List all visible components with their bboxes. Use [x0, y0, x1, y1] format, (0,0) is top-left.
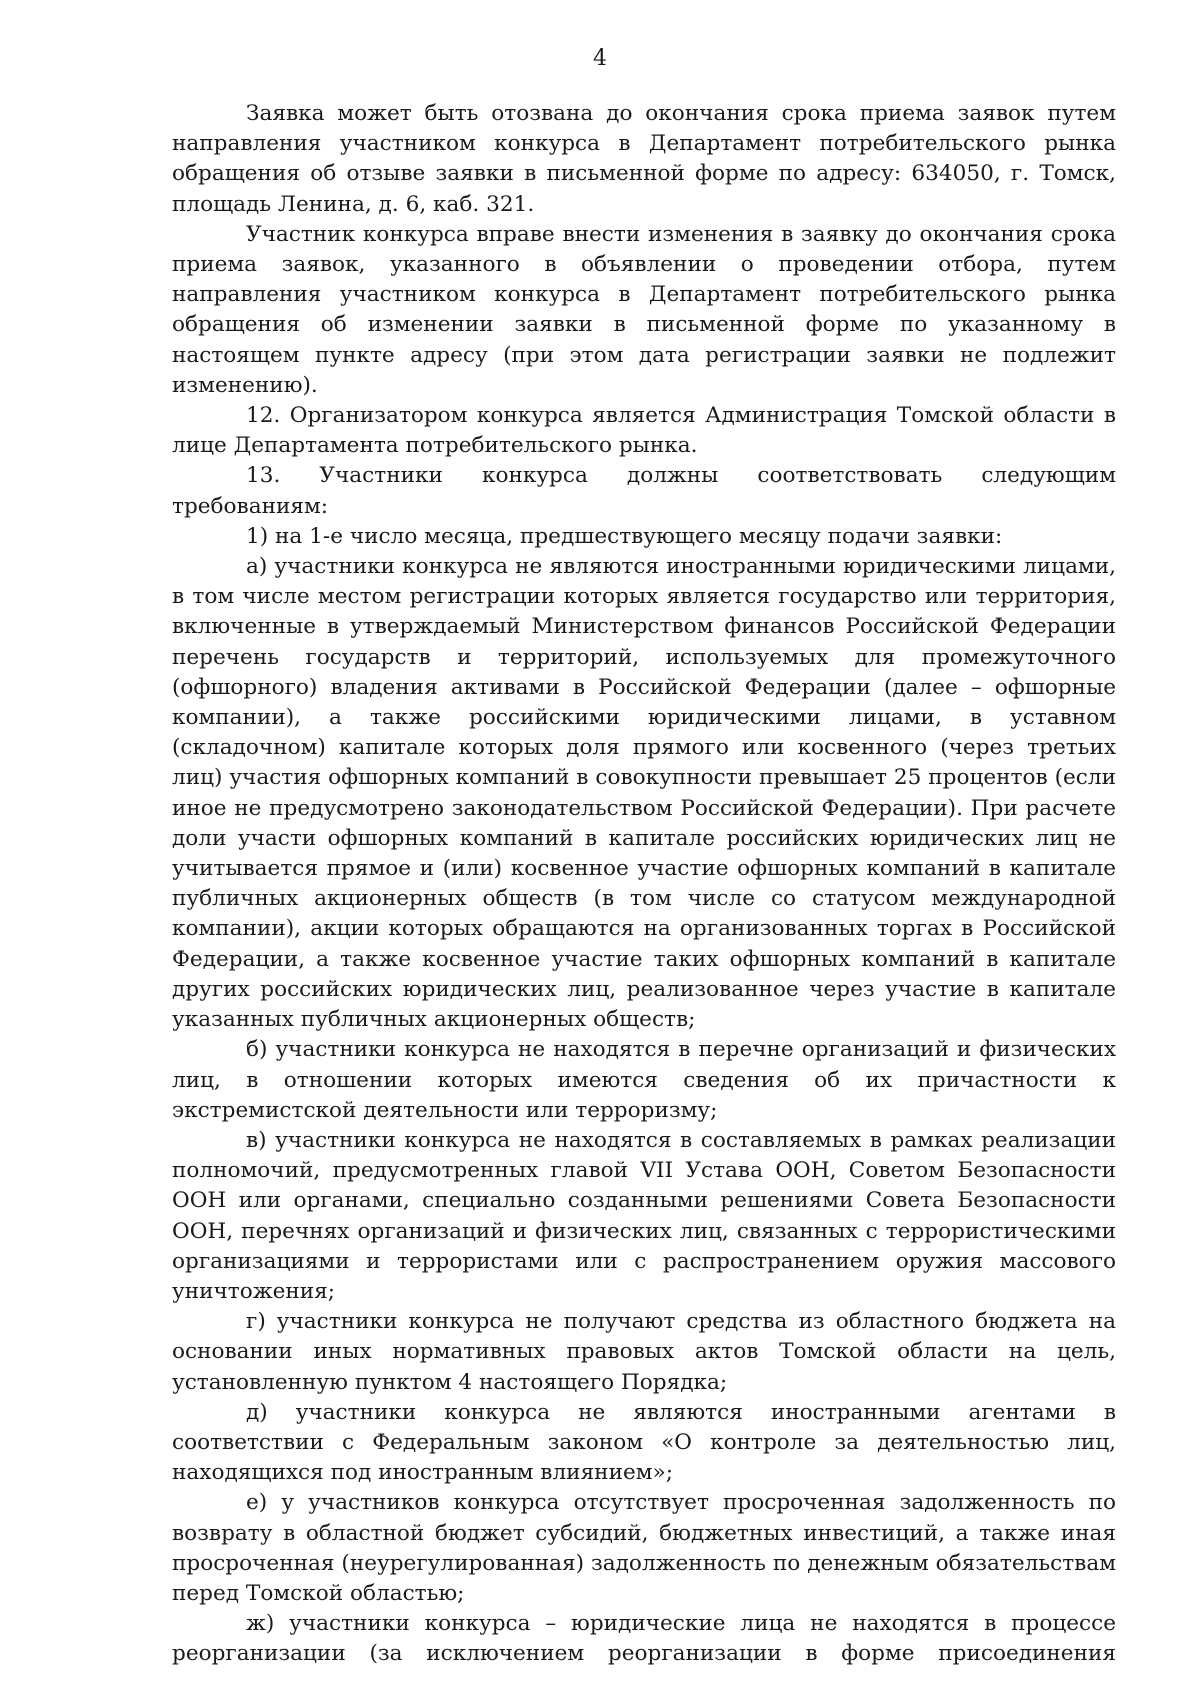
page-number: 4: [593, 46, 607, 71]
paragraph-13-1-g: г) участники конкурса не получают средства из областного бюджета на основании иных нормативных правовых актов Томской области на цель, установленную пунктом 4 настоящего Порядка;: [172, 1309, 1116, 1395]
paragraph-13-1-e: е) у участников конкурса отсутствует просроченная задолженность по возврату в областной бюджет субсидий, бюджетных инвестиций, а также иная просроченная (неурегулированная) задолженность по денежным обязательствам перед Томской областью;: [172, 1490, 1116, 1606]
paragraph-13-1-v: в) участники конкурса не находятся в составляемых в рамках реализации полномочий, предусмотренных главой VII Устава ООН, Советом Безопасности ООН или органами, специально созданными решениями Совета Безопасности ООН, перечнях организаций и физических лиц, связанных с террористическими организациями и террористами или с распространением оружия массового уничтожения;: [172, 1127, 1116, 1304]
paragraph-12-organizer: 12. Организатором конкурса является Администрация Томской области в лице Департамента потребительского рынка.: [172, 403, 1116, 459]
paragraph-13-1-zh: ж) участники конкурса – юридические лица не находятся в процессе реорганизации (за исключением реорганизации в форме присоединения: [172, 1611, 1116, 1667]
paragraph-amendment: Участник конкурса вправе внести изменения в заявку до окончания срока приема заявок, указанного в объявлении о проведении отбора, путем направления участником конкурса в Департамент потребительского рынка обращения об изменении заявки в письменной форме по указанному в настоящем пункте адресу (при этом дата регистрации заявки не подлежит изменению).: [172, 221, 1116, 398]
paragraph-13-requirements: 13. Участники конкурса должны соответствовать следующим требованиям:: [172, 463, 1116, 519]
paragraph-withdrawal: Заявка может быть отозвана до окончания срока приема заявок путем направления участником конкурса в Департамент потребительского рынка обращения об отзыве заявки в письменной форме по адресу: 634050, г. Томск, площадь Ленина, д. 6, каб. 321.: [172, 101, 1116, 217]
paragraph-13-1-b: б) участники конкурса не находятся в перечне организаций и физических лиц, в отношении которых имеются сведения об их причастности к экстремистской деятельности или терроризму;: [172, 1037, 1116, 1123]
paragraph-13-1: 1) на 1-е число месяца, предшествующего месяцу подачи заявки:: [246, 523, 1003, 549]
paragraph-13-1-d: д) участники конкурса не являются иностранными агентами в соответствии с Федеральным законом «О контроле за деятельностью лиц, находящихся под иностранным влиянием»;: [172, 1399, 1116, 1486]
document-body: [172, 99, 1116, 1670]
paragraph-13-1-a: а) участники конкурса не являются иностранными юридическими лицами, в том числе местом регистрации которых является государство или территория, включенные в утверждаемый Министерством финансов Российской Федерации перечень государств и территорий, используемых для промежуточного (офшорного) владения активами в Российской Федерации (далее – офшорные компании), а также российскими юридическими лицами, в уставном (складочном) капитале которых доля прямого или косвенного (через третьих лиц) участия офшорных компаний в совокупности превышает 25 процентов (если иное не предусмотрено законодательством Российской Федерации). При расчете доли участи офшорных компаний в капитале российских юридических лиц не учитывается прямое и (или) косвенное участие офшорных компаний в капитале публичных акционерных обществ (в том числе со статусом международной компании), акции которых обращаются на организованных торгах в Российской Федерации, а также косвенное участие таких офшорных компаний в капитале других российских юридических лиц, реализованное через участие в капитале указанных публичных акционерных обществ;: [172, 554, 1116, 1033]
